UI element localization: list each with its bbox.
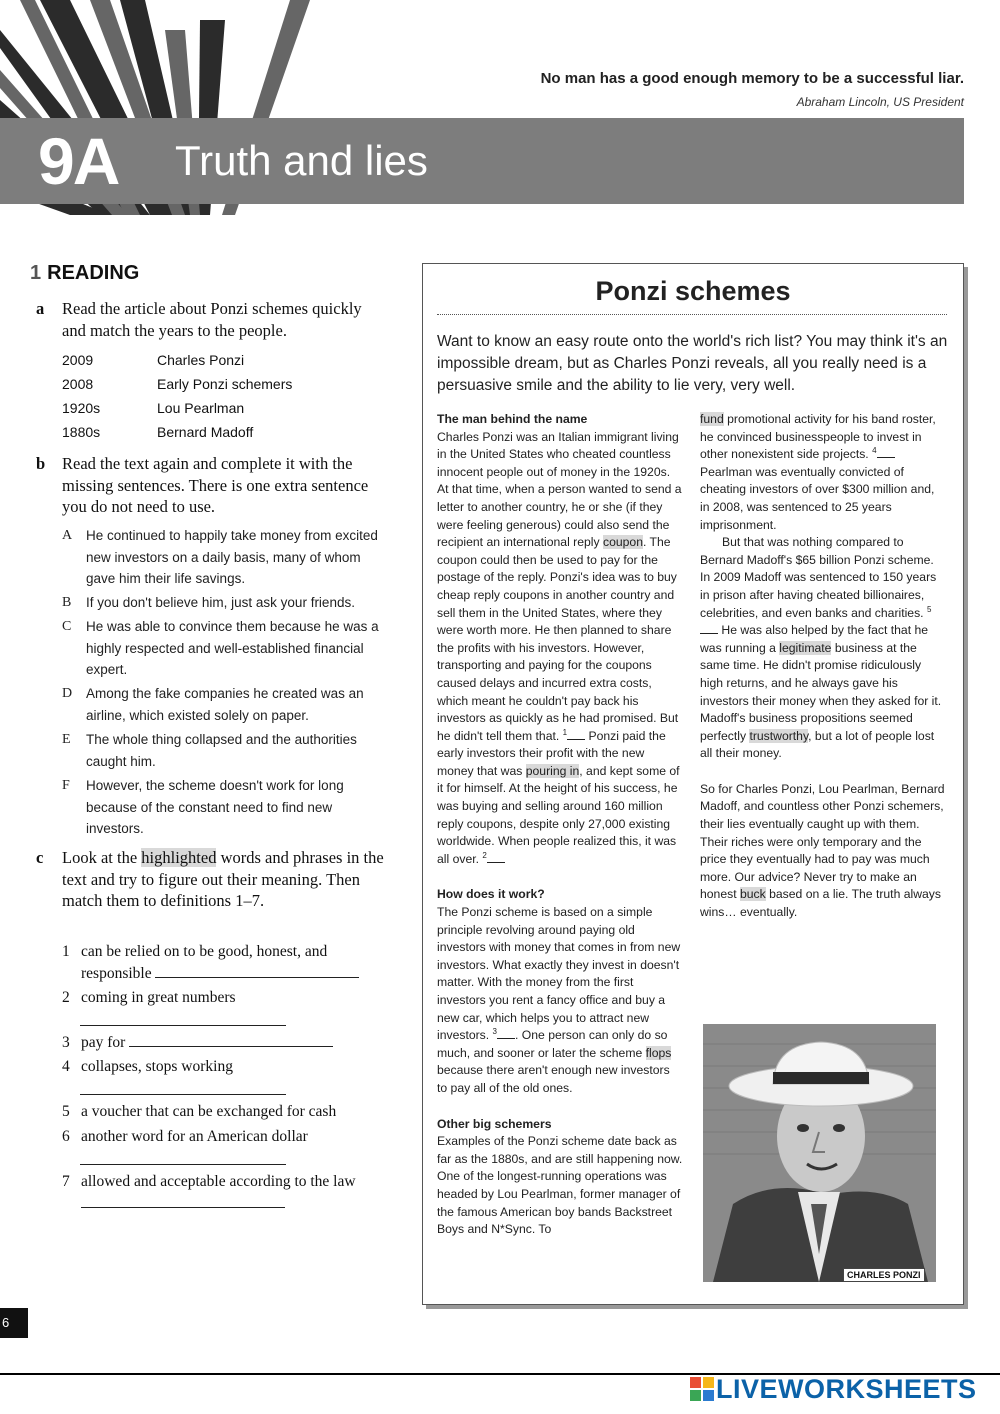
highlighted-word: flops	[645, 1045, 672, 1060]
text-run: He was also helped by the fact that he was running a	[700, 623, 929, 655]
answer-blank-6[interactable]	[80, 1163, 286, 1165]
definition-label: allowed and acceptable according to the law	[81, 1173, 356, 1190]
liveworksheets-logo-icon	[690, 1377, 714, 1401]
paragraph	[437, 1133, 683, 1239]
text-run: Pearlman was eventually convicted of cheating investors of over $300 million and, in 2008, was sentenced to 25 years imprisonment.	[700, 464, 935, 532]
option-d	[62, 683, 387, 726]
paragraph	[700, 781, 945, 922]
person-item: Lou Pearlman	[157, 400, 245, 416]
text-run: Examples of the Ponzi scheme date back as far as the 1880s, and are still happening now. One of the longest-running operations was headed by Lou Pearlman, former manager of the famous American boy bands Backstreet Boys and N*Sync. To	[437, 1134, 683, 1237]
text-run: promotional activity for his band roster, he convinced businesspeople to invest in other nonexistent side projects.	[700, 412, 936, 462]
header-quote: No man has a good enough memory to be a successful liar.	[540, 70, 964, 87]
definition-number: 1	[62, 943, 70, 960]
task-text: Read the article about Ponzi schemes quickly and match the years to the people.	[62, 299, 362, 340]
highlight-sample: highlighted	[141, 848, 217, 867]
definition-3	[62, 1032, 382, 1054]
option-letter: F	[62, 778, 70, 793]
unit-number: 9A	[38, 124, 119, 198]
highlighted-word: legitimate	[779, 640, 832, 655]
quote-author: Abraham Lincoln, US President	[796, 95, 964, 109]
year-item: 1880s	[62, 424, 101, 440]
gap-number: 5	[926, 604, 932, 614]
task-letter: c	[36, 848, 44, 867]
task-text-part: Look at the	[62, 848, 138, 867]
definition-number: 7	[62, 1173, 70, 1190]
year-item: 2009	[62, 352, 94, 368]
footer-brand-text: LIVEWORKSHEETS	[716, 1374, 977, 1404]
title-band	[0, 118, 964, 204]
text-run: . The coupon could then be used to pay for the postage of the reply. Ponzi's idea was to buy cheap reply coupons in another country and sell them in the United States, where they were worth more. He then planned to share the profits with his investors. However, transporting and paying for the coupons caused delays and incurred extra costs, which meant he couldn't pay back his investors as quickly as he had promised. But he didn't tell them that.	[437, 535, 679, 743]
option-a	[62, 525, 387, 590]
definition-label: another word for an American dollar	[81, 1128, 308, 1145]
highlighted-word: trustworthy	[749, 728, 809, 743]
option-text: The whole thing collapsed and the authorities caught him.	[86, 732, 357, 769]
gap-number: 1	[562, 727, 568, 737]
person-item: Early Ponzi schemers	[157, 376, 293, 392]
task-text-part: words and phrases in the text and try to figure out their meaning. Then match them to definitions 1–7.	[62, 848, 384, 910]
highlighted-word: coupon	[603, 535, 643, 550]
portrait-photo	[703, 1024, 936, 1282]
title-divider	[437, 314, 947, 315]
task-text: Read the text again and complete it with the missing sentences. There is one extra sentence you do not need to use.	[62, 454, 369, 516]
option-letter: E	[62, 732, 71, 747]
subheading: Other big schemers	[437, 1116, 552, 1131]
subheading: The man behind the name	[437, 412, 588, 426]
definition-2	[62, 987, 382, 1009]
answer-blank-2[interactable]	[80, 1024, 286, 1026]
option-text: He continued to happily take money from excited new investors on a daily basis, many of whom gave him their life savings.	[86, 528, 378, 586]
text-run: . One person can only do so much, and sooner or later the scheme	[437, 1028, 668, 1060]
article-title: Ponzi schemes	[595, 276, 791, 306]
definition-7	[62, 1171, 382, 1214]
year-item: 1920s	[62, 400, 101, 416]
article-column-left	[437, 411, 683, 1239]
option-letter: D	[62, 686, 73, 701]
answer-blank-3[interactable]	[129, 1032, 333, 1047]
option-text: If you don't believe him, just ask your friends.	[86, 595, 355, 610]
definition-text	[81, 1171, 382, 1214]
answer-blank-7[interactable]	[81, 1193, 285, 1208]
option-letter: B	[62, 595, 72, 610]
section-heading	[30, 262, 139, 285]
gap-number: 4	[872, 446, 877, 456]
option-f	[62, 775, 387, 840]
option-text: He was able to convince them because he was a highly respected and well-established financial expert.	[86, 619, 379, 677]
paragraph	[700, 411, 945, 534]
highlighted-word: fund	[700, 412, 724, 426]
definition-label: pay for	[81, 1034, 126, 1051]
text-run: So for Charles Ponzi, Lou Pearlman, Bernard Madoff, and countless other Ponzi schemers, their lies eventually caught up with them. Their riches were only temporary and the price they eventually had to pay was much more. Our advice? Never try to make an honest	[700, 781, 945, 902]
option-c	[62, 616, 387, 681]
definition-number: 6	[62, 1128, 70, 1145]
definition-5	[62, 1101, 382, 1123]
text-run: business at the same time. He didn't promise ridiculously high returns, and he always gave his investors their money when they asked for it. Madoff's business propositions seemed perfectly	[700, 640, 942, 743]
footer-brand[interactable]	[690, 1374, 977, 1405]
definition-number: 4	[62, 1058, 70, 1075]
year-item: 2008	[62, 376, 94, 392]
text-run: , but a lot of people lost all their money.	[700, 728, 935, 761]
definition-text	[81, 941, 382, 984]
subheading: How does it work?	[437, 887, 545, 902]
text-run: based on a lie. The truth always wins… eventually.	[700, 887, 941, 920]
article-intro: Want to know an easy route onto the world's rich list? You may think it's an impossible dream, but as Charles Ponzi reveals, all you really need is a persuasive smile and the ability to lie very, very well.	[437, 333, 948, 394]
task-letter: b	[36, 454, 46, 473]
gap-blank-5[interactable]	[700, 623, 718, 634]
article-column-right	[700, 411, 945, 922]
text-run: , and kept some of it for himself. At the height of his success, he was buying and selling around 160 million reply coupons, despite only 27,000 existing worldwide. When people realized this, it was all over.	[437, 763, 680, 866]
text-run: Ponzi paid the early investors their profit with the new money that was	[437, 728, 666, 778]
person-item: Charles Ponzi	[157, 352, 245, 368]
definition-1	[62, 941, 382, 984]
photo-caption: CHARLES PONZI	[843, 1268, 925, 1282]
definition-6	[62, 1126, 382, 1148]
option-text: Among the fake companies he created was an airline, which existed solely on paper.	[86, 686, 364, 723]
task-c-instruction	[36, 847, 386, 912]
gap-blank-4[interactable]	[877, 447, 895, 458]
definition-label: a voucher that can be exchanged for cash	[81, 1103, 337, 1120]
gap-blank-3[interactable]	[497, 1028, 515, 1039]
task-b-instruction	[36, 453, 386, 518]
task-letter: a	[36, 299, 45, 318]
definition-number: 5	[62, 1103, 70, 1120]
text-run: Charles Ponzi was an Italian immigrant living in the United States who cheated countless innocent people out of money in the 1920s. At that time, when a person wanted to send a letter to another country, he or she (if they were feeling generous) could also send the recipient an international reply	[437, 429, 682, 550]
option-e	[62, 729, 387, 772]
answer-blank-4[interactable]	[80, 1093, 286, 1095]
option-text: However, the scheme doesn't work for long because of the constant need to find new investors.	[86, 778, 344, 836]
option-letter: A	[62, 528, 73, 543]
section-title: READING	[47, 262, 140, 284]
paragraph	[437, 429, 683, 869]
text-run: But that was nothing compared to Bernard Madoff's $65 billion Ponzi scheme. In 2009 Madoff was sentenced to 150 years in prison after having cheated billionaires, celebrities, and even banks and charities.	[700, 535, 937, 620]
highlighted-word: buck	[739, 887, 766, 902]
text-run: The Ponzi scheme is based on a simple principle revolving around paying old investors with money that comes in from new investors. What exactly they invest in doesn't matter. With the money from the first investors you rent a fancy office and buy a new car, which helps you to attract new investors.	[437, 905, 681, 1043]
highlighted-word: pouring in	[525, 763, 580, 778]
gap-blank-1[interactable]	[567, 729, 585, 740]
definition-label: can be relied on to be good, honest, and responsible	[81, 943, 328, 982]
person-item: Bernard Madoff	[157, 424, 254, 440]
option-b	[62, 592, 387, 614]
paragraph	[700, 534, 945, 763]
page-number: 6	[0, 1308, 28, 1338]
task-text	[62, 847, 386, 912]
gap-number: 2	[482, 850, 487, 860]
definition-number: 2	[62, 989, 70, 1006]
page-title: Truth and lies	[175, 137, 428, 184]
definition-4	[62, 1056, 382, 1078]
definition-number: 3	[62, 1034, 70, 1051]
gap-number: 3	[492, 1027, 497, 1037]
option-letter: C	[62, 619, 72, 634]
paragraph	[437, 904, 683, 1098]
task-a-instruction	[36, 298, 386, 341]
definition-label: collapses, stops working	[81, 1058, 233, 1075]
definition-text	[81, 1032, 382, 1054]
section-number: 1	[30, 262, 42, 284]
gap-blank-2[interactable]	[487, 852, 505, 863]
answer-blank-1[interactable]	[155, 963, 359, 978]
text-run: because there aren't enough new investors to pay all of the old ones.	[437, 1063, 670, 1095]
definition-label: coming in great numbers	[81, 989, 236, 1006]
